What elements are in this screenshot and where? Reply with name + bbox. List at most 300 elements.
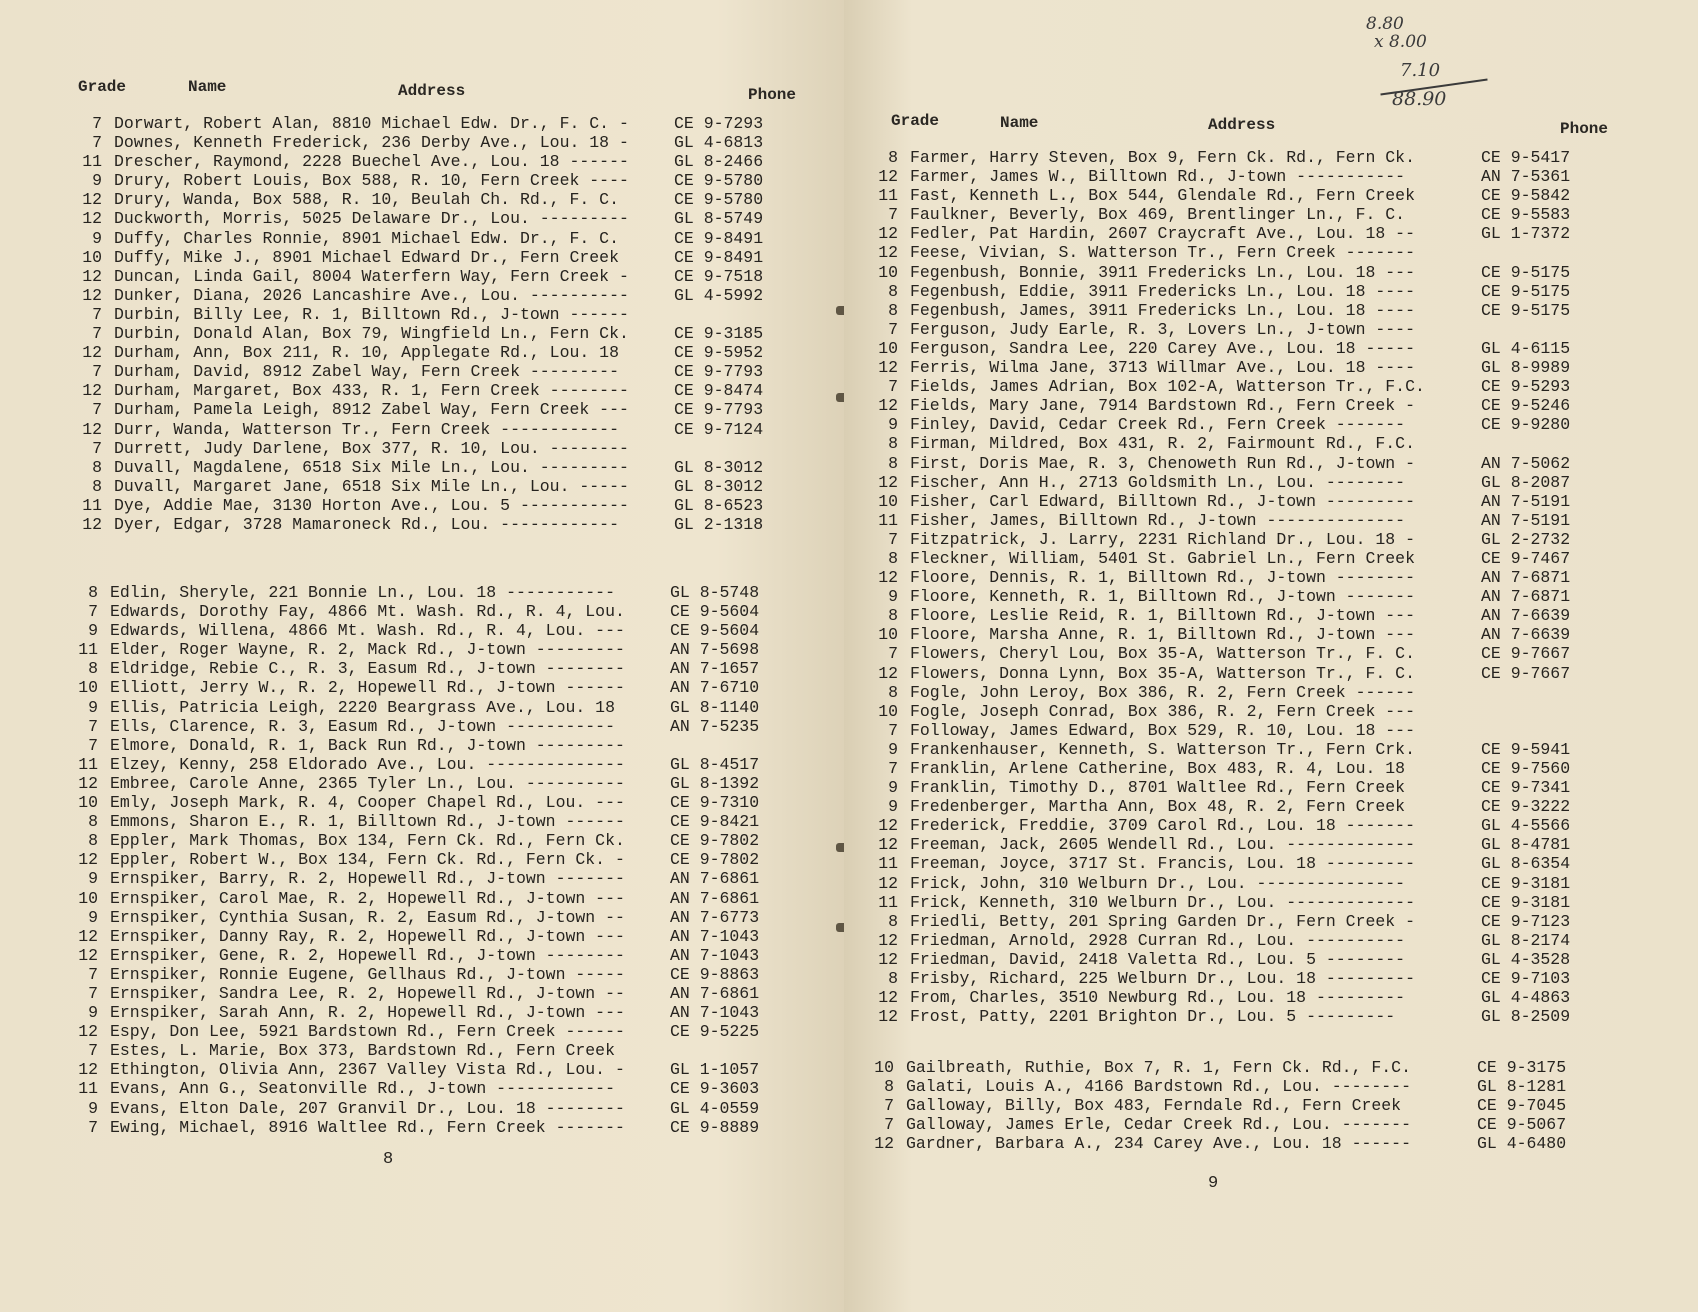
- student-grade: 7: [888, 529, 898, 549]
- header-address: Address: [398, 82, 466, 100]
- student-phone: CE 9-3603: [670, 1079, 760, 1099]
- page-number: 8: [383, 1150, 394, 1169]
- student-entry: Friedli, Betty, 201 Spring Garden Dr., Fern Creek -: [910, 911, 1415, 931]
- student-phone: CE 9-7793: [674, 400, 764, 420]
- student-phone: GL 2-1318: [674, 514, 764, 534]
- student-grade: 7: [92, 438, 102, 458]
- student-entry: Drury, Robert Louis, Box 588, R. 10, Fern Creek ----: [114, 171, 629, 191]
- student-entry: Embree, Carole Anne, 2365 Tyler Ln., Lou. ----------: [110, 773, 625, 793]
- student-grade: 9: [88, 697, 98, 717]
- student-grade: 7: [88, 983, 98, 1003]
- student-entry: Ernspiker, Gene, R. 2, Hopewell Rd., J-town --------: [110, 945, 625, 965]
- student-entry: Duffy, Charles Ronnie, 8901 Michael Edw. Dr., F. C.: [114, 228, 619, 248]
- student-entry: Fegenbush, Bonnie, 3911 Fredericks Ln., Lou. 18 ---: [910, 262, 1415, 282]
- student-entry: Gardner, Barbara A., 234 Carey Ave., Lou. 18 ------: [906, 1134, 1411, 1154]
- student-entry: Edlin, Sheryle, 221 Bonnie Ln., Lou. 18 -----------: [110, 583, 615, 602]
- student-phone: GL 8-9989: [1481, 358, 1571, 378]
- student-grade: 11: [878, 854, 898, 874]
- student-phone: CE 9-7310: [670, 793, 760, 813]
- student-entry: Eldridge, Rebie C., R. 3, Easum Rd., J-town --------: [110, 659, 625, 679]
- student-entry: Durham, Pamela Leigh, 8912 Zabel Way, Fern Creek ---: [114, 400, 629, 420]
- student-entry: Espy, Don Lee, 5921 Bardstown Rd., Fern Creek ------: [110, 1022, 625, 1042]
- student-grade: 7: [888, 644, 898, 664]
- student-phone: CE 9-7103: [1481, 969, 1571, 989]
- student-entry: Ernspiker, Ronnie Eugene, Gellhaus Rd., J-town -----: [110, 964, 625, 984]
- handwritten-note-total: 88.90: [1392, 88, 1447, 110]
- student-phone: GL 8-3012: [674, 476, 764, 496]
- student-grade: 12: [878, 167, 898, 187]
- student-grade: 12: [82, 190, 102, 210]
- student-grade: 8: [92, 457, 102, 477]
- student-grade: 12: [78, 945, 98, 965]
- student-entry: Fredenberger, Martha Ann, Box 48, R. 2, Fern Creek: [910, 797, 1406, 817]
- student-entry: Elder, Roger Wayne, R. 2, Mack Rd., J-town ---------: [110, 640, 625, 660]
- student-grade: 12: [878, 224, 898, 244]
- student-entry: Floore, Kenneth, R. 1, Billtown Rd., J-town -------: [910, 587, 1415, 607]
- student-entry: Galati, Louis A., 4166 Bardstown Rd., Lou. --------: [906, 1077, 1411, 1097]
- student-phone: CE 9-7560: [1481, 759, 1571, 778]
- student-entry: Ernspiker, Sandra Lee, R. 2, Hopewell Rd., J-town --: [110, 983, 625, 1003]
- student-entry: Elliott, Jerry W., R. 2, Hopewell Rd., J-town ------: [110, 678, 625, 698]
- student-phone: CE 9-7802: [670, 831, 760, 851]
- student-grade: 12: [878, 396, 898, 416]
- student-phone: GL 1-7372: [1481, 224, 1571, 244]
- header-name: Name: [188, 78, 227, 96]
- student-phone: GL 4-6115: [1481, 338, 1571, 358]
- student-grade: 8: [88, 831, 98, 851]
- student-entry: Farmer, Harry Steven, Box 9, Fern Ck. Rd., Fern Ck.: [910, 148, 1415, 167]
- student-entry: Durham, David, 8912 Zabel Way, Fern Creek ---------: [114, 362, 619, 382]
- student-entry: Duncan, Linda Gail, 8004 Waterfern Way, Fern Creek -: [114, 266, 629, 286]
- student-entry: Edwards, Willena, 4866 Mt. Wash. Rd., R. 4, Lou. ---: [110, 621, 625, 641]
- student-entry: Dye, Addie Mae, 3130 Horton Ave., Lou. 5 -----------: [114, 495, 629, 515]
- student-entry: Fedler, Pat Hardin, 2607 Craycraft Ave., Lou. 18 --: [910, 224, 1415, 244]
- student-phone: AN 7-5235: [670, 716, 760, 736]
- student-entry: Drescher, Raymond, 2228 Buechel Ave., Lou. 18 ------: [114, 152, 629, 172]
- student-grade: 7: [92, 114, 102, 133]
- student-phone: CE 9-5175: [1481, 262, 1571, 282]
- student-grade: 8: [888, 548, 898, 568]
- student-phone: GL 8-5749: [674, 209, 764, 229]
- student-grade: 12: [878, 988, 898, 1008]
- page-number: 9: [1208, 1174, 1219, 1193]
- student-entry: Durrett, Judy Darlene, Box 377, R. 10, Lou. --------: [114, 438, 629, 458]
- student-grade: 12: [82, 343, 102, 363]
- student-phone: CE 9-7667: [1481, 644, 1571, 664]
- student-phone: CE 9-5175: [1481, 281, 1571, 301]
- student-grade: 12: [82, 266, 102, 286]
- student-entry: Evans, Ann G., Seatonville Rd., J-town ------------: [110, 1079, 615, 1099]
- student-entry: Eppler, Mark Thomas, Box 134, Fern Ck. Rd., Fern Ck.: [110, 831, 625, 851]
- student-entry: Emmons, Sharon E., R. 1, Billtown Rd., J-town ------: [110, 812, 625, 832]
- student-phone: CE 9-7124: [674, 419, 764, 439]
- student-grade: 11: [878, 186, 898, 206]
- student-grade: 8: [888, 434, 898, 454]
- student-phone: AN 7-1043: [670, 945, 760, 965]
- student-phone: GL 8-4781: [1481, 835, 1571, 855]
- student-grade: 10: [78, 793, 98, 813]
- student-grade: 8: [888, 969, 898, 989]
- student-entry: Edwards, Dorothy Fay, 4866 Mt. Wash. Rd., R. 4, Lou.: [110, 602, 625, 622]
- header-phone: Phone: [748, 86, 797, 104]
- header-phone: Phone: [1560, 120, 1609, 138]
- student-entry: Ethington, Olivia Ann, 2367 Valley Vista Rd., Lou. -: [110, 1060, 625, 1080]
- student-phone: AN 7-6861: [670, 983, 760, 1003]
- student-phone: CE 9-5225: [670, 1022, 760, 1042]
- student-phone: GL 8-6354: [1481, 854, 1571, 874]
- student-entry: Galloway, James Erle, Cedar Creek Rd., Lou. -------: [906, 1115, 1411, 1135]
- student-grade: 12: [878, 358, 898, 378]
- student-phone: CE 9-5780: [674, 171, 764, 191]
- student-phone: CE 9-8863: [670, 964, 760, 984]
- student-grade: 7: [888, 205, 898, 225]
- student-entry: Frisby, Richard, 225 Welburn Dr., Lou. 18 ---------: [910, 969, 1415, 989]
- student-entry: Freeman, Jack, 2605 Wendell Rd., Lou. -------------: [910, 835, 1415, 855]
- student-phone: GL 4-0559: [670, 1098, 760, 1118]
- student-entry: Fitzpatrick, J. Larry, 2231 Richland Dr., Lou. 18 -: [910, 529, 1415, 549]
- student-entry: Estes, L. Marie, Box 373, Bardstown Rd., Fern Creek: [110, 1041, 615, 1061]
- student-grade: 12: [878, 949, 898, 969]
- student-grade: 12: [878, 568, 898, 588]
- student-entry: Fogle, John Leroy, Box 386, R. 2, Fern Creek ------: [910, 682, 1415, 702]
- student-entry: Ellis, Patricia Leigh, 2220 Beargrass Ave., Lou. 18: [110, 697, 615, 717]
- student-grade: 7: [888, 759, 898, 778]
- student-phone: CE 9-5175: [1481, 300, 1571, 320]
- student-phone: CE 9-5780: [674, 190, 764, 210]
- student-entry: Finley, David, Cedar Creek Rd., Fern Creek -------: [910, 415, 1406, 435]
- student-grade: 8: [888, 148, 898, 167]
- student-grade: 9: [888, 778, 898, 798]
- student-grade: 8: [888, 281, 898, 301]
- student-entry: Floore, Marsha Anne, R. 1, Billtown Rd., J-town ---: [910, 625, 1415, 645]
- student-phone: AN 7-6710: [670, 678, 760, 698]
- student-phone: CE 9-7341: [1481, 778, 1571, 798]
- student-grade: 8: [888, 300, 898, 320]
- student-phone: CE 9-3222: [1481, 797, 1571, 817]
- student-entry: Friedman, Arnold, 2928 Curran Rd., Lou. ----------: [910, 930, 1406, 950]
- student-entry: Downes, Kenneth Frederick, 236 Derby Ave., Lou. 18 -: [114, 133, 629, 153]
- student-entry: Fegenbush, Eddie, 3911 Fredericks Ln., Lou. 18 ----: [910, 281, 1415, 301]
- student-phone: GL 8-5748: [670, 583, 760, 602]
- student-grade: 8: [88, 659, 98, 679]
- student-phone: CE 9-5293: [1481, 377, 1571, 397]
- student-entry: Ernspiker, Danny Ray, R. 2, Hopewell Rd., J-town ---: [110, 926, 625, 946]
- student-entry: Duvall, Margaret Jane, 6518 Six Mile Ln., Lou. -----: [114, 476, 629, 496]
- student-phone: CE 9-8474: [674, 381, 764, 401]
- student-phone: GL 4-6813: [674, 133, 764, 153]
- student-entry: Duffy, Mike J., 8901 Michael Edward Dr., Fern Creek: [114, 247, 619, 267]
- handwritten-note-line3: 7.10: [1400, 60, 1441, 81]
- student-phone: GL 2-2732: [1481, 529, 1571, 549]
- student-grade: 10: [874, 1058, 894, 1077]
- student-grade: 9: [92, 228, 102, 248]
- student-grade: 11: [878, 510, 898, 530]
- student-grade: 11: [78, 754, 98, 774]
- student-phone: CE 9-7793: [674, 362, 764, 382]
- header-grade: Grade: [891, 112, 940, 130]
- header-grade: Grade: [78, 78, 127, 96]
- student-grade: 7: [88, 1041, 98, 1061]
- student-entry: Durbin, Donald Alan, Box 79, Wingfield Ln., Fern Ck.: [114, 324, 629, 344]
- student-phone: CE 9-3181: [1481, 873, 1571, 893]
- student-phone: AN 7-1657: [670, 659, 760, 679]
- student-phone: CE 9-5604: [670, 621, 760, 641]
- student-phone: AN 7-5062: [1481, 453, 1571, 473]
- student-phone: CE 9-8491: [674, 228, 764, 248]
- student-phone: GL 8-6523: [674, 495, 764, 515]
- header-address: Address: [1208, 116, 1276, 134]
- student-phone: CE 9-7667: [1481, 663, 1571, 683]
- student-entry: Evans, Elton Dale, 207 Granvil Dr., Lou. 18 --------: [110, 1098, 625, 1118]
- student-grade: 9: [88, 907, 98, 927]
- student-phone: AN 7-1043: [670, 1003, 760, 1023]
- student-grade: 7: [92, 133, 102, 153]
- student-phone: CE 9-5246: [1481, 396, 1571, 416]
- student-entry: Dunker, Diana, 2026 Lancashire Ave., Lou. ----------: [114, 285, 629, 305]
- student-grade: 12: [78, 850, 98, 870]
- student-grade: 12: [82, 514, 102, 534]
- student-grade: 9: [88, 869, 98, 889]
- student-entry: Ernspiker, Carol Mae, R. 2, Hopewell Rd., J-town ---: [110, 888, 625, 908]
- student-phone: CE 9-9280: [1481, 415, 1571, 435]
- student-grade: 12: [78, 773, 98, 793]
- student-grade: 12: [878, 930, 898, 950]
- student-grade: 9: [88, 1098, 98, 1118]
- student-phone: CE 9-7293: [674, 114, 764, 133]
- student-grade: 12: [78, 926, 98, 946]
- student-phone: CE 9-7802: [670, 850, 760, 870]
- student-entry: Flowers, Cheryl Lou, Box 35-A, Watterson Tr., F. C.: [910, 644, 1415, 664]
- student-entry: Frick, John, 310 Welburn Dr., Lou. ---------------: [910, 873, 1406, 893]
- student-phone: GL 8-2466: [674, 152, 764, 172]
- student-phone: GL 8-3012: [674, 457, 764, 477]
- student-grade: 9: [888, 587, 898, 607]
- student-phone: AN 7-1043: [670, 926, 760, 946]
- student-entry: Friedman, David, 2418 Valetta Rd., Lou. 5 --------: [910, 949, 1406, 969]
- student-entry: Durham, Margaret, Box 433, R. 1, Fern Creek --------: [114, 381, 629, 401]
- student-entry: Durr, Wanda, Watterson Tr., Fern Creek ------------: [114, 419, 619, 439]
- student-entry: Fischer, Ann H., 2713 Goldsmith Ln., Lou. --------: [910, 472, 1406, 492]
- student-phone: CE 9-3175: [1477, 1058, 1567, 1077]
- student-entry: Fisher, Carl Edward, Billtown Rd., J-town ---------: [910, 491, 1415, 511]
- student-phone: GL 4-4863: [1481, 988, 1571, 1008]
- student-phone: CE 9-5842: [1481, 186, 1571, 206]
- student-grade: 12: [82, 209, 102, 229]
- student-grade: 12: [878, 835, 898, 855]
- student-entry: Duckworth, Morris, 5025 Delaware Dr., Lou. ---------: [114, 209, 629, 229]
- handwritten-note-line1: 8.80: [1366, 14, 1404, 34]
- student-entry: Frederick, Freddie, 3709 Carol Rd., Lou. 18 -------: [910, 816, 1415, 836]
- student-entry: Dyer, Edgar, 3728 Mamaroneck Rd., Lou. ------------: [114, 514, 619, 534]
- student-grade: 12: [878, 816, 898, 836]
- student-phone: GL 1-1057: [670, 1060, 760, 1080]
- student-entry: Franklin, Arlene Catherine, Box 483, R. 4, Lou. 18: [910, 759, 1406, 778]
- student-entry: Flowers, Donna Lynn, Box 35-A, Watterson Tr., F. C.: [910, 663, 1415, 683]
- student-grade: 10: [878, 262, 898, 282]
- student-grade: 12: [874, 1134, 894, 1154]
- student-entry: Ferguson, Judy Earle, R. 3, Lovers Ln., J-town ----: [910, 319, 1415, 339]
- left-page: [0, 0, 845, 1312]
- student-phone: CE 9-8491: [674, 247, 764, 267]
- student-entry: Freeman, Joyce, 3717 St. Francis, Lou. 18 ---------: [910, 854, 1415, 874]
- student-grade: 11: [78, 1079, 98, 1099]
- student-entry: Fleckner, William, 5401 St. Gabriel Ln., Fern Creek: [910, 548, 1415, 568]
- student-grade: 7: [884, 1115, 894, 1135]
- right-page: [844, 0, 1698, 1312]
- student-entry: Ernspiker, Sarah Ann, R. 2, Hopewell Rd., J-town ---: [110, 1003, 625, 1023]
- student-grade: 8: [88, 812, 98, 832]
- student-grade: 9: [888, 415, 898, 435]
- student-grade: 9: [888, 739, 898, 759]
- student-phone: AN 7-6861: [670, 888, 760, 908]
- student-phone: GL 8-1281: [1477, 1077, 1567, 1097]
- student-phone: GL 4-5992: [674, 285, 764, 305]
- student-phone: CE 9-3185: [674, 324, 764, 344]
- student-grade: 12: [82, 419, 102, 439]
- student-grade: 12: [78, 1060, 98, 1080]
- student-phone: AN 7-5361: [1481, 167, 1571, 187]
- student-grade: 7: [888, 319, 898, 339]
- student-phone: AN 7-5191: [1481, 510, 1571, 530]
- student-entry: Galloway, Billy, Box 483, Ferndale Rd., Fern Creek: [906, 1096, 1402, 1116]
- student-grade: 12: [878, 243, 898, 263]
- student-grade: 7: [88, 964, 98, 984]
- student-phone: CE 9-3181: [1481, 892, 1571, 912]
- student-entry: Fast, Kenneth L., Box 544, Glendale Rd., Fern Creek: [910, 186, 1415, 206]
- student-phone: AN 7-6861: [670, 869, 760, 889]
- student-phone: CE 9-7467: [1481, 548, 1571, 568]
- student-phone: AN 7-6639: [1481, 625, 1571, 645]
- student-grade: 9: [92, 171, 102, 191]
- student-entry: Fisher, James, Billtown Rd., J-town --------------: [910, 510, 1406, 530]
- student-phone: GL 8-2174: [1481, 930, 1571, 950]
- handwritten-note-line2: x 8.00: [1374, 32, 1427, 52]
- student-entry: Feese, Vivian, S. Watterson Tr., Fern Creek -------: [910, 243, 1415, 263]
- student-phone: CE 9-7045: [1477, 1096, 1567, 1116]
- student-phone: CE 9-5417: [1481, 148, 1571, 167]
- student-entry: Firman, Mildred, Box 431, R. 2, Fairmount Rd., F.C.: [910, 434, 1415, 454]
- student-grade: 8: [888, 682, 898, 702]
- student-grade: 11: [82, 495, 102, 515]
- student-phone: GL 4-6480: [1477, 1134, 1567, 1154]
- student-grade: 12: [878, 472, 898, 492]
- student-grade: 11: [82, 152, 102, 172]
- student-grade: 8: [884, 1077, 894, 1097]
- student-grade: 12: [878, 873, 898, 893]
- student-entry: Ferris, Wilma Jane, 3713 Willmar Ave., Lou. 18 ----: [910, 358, 1415, 378]
- student-entry: Ells, Clarence, R. 3, Easum Rd., J-town -----------: [110, 716, 615, 736]
- student-entry: Franklin, Timothy D., 8701 Waltlee Rd., Fern Creek: [910, 778, 1406, 798]
- student-grade: 10: [878, 338, 898, 358]
- student-phone: CE 9-5583: [1481, 205, 1571, 225]
- student-entry: First, Doris Mae, R. 3, Chenoweth Run Rd., J-town -: [910, 453, 1415, 473]
- student-phone: CE 9-8421: [670, 812, 760, 832]
- student-entry: From, Charles, 3510 Newburg Rd., Lou. 18 ---------: [910, 988, 1406, 1008]
- student-grade: 10: [878, 625, 898, 645]
- student-entry: Elmore, Donald, R. 1, Back Run Rd., J-town ---------: [110, 735, 625, 755]
- student-phone: GL 8-2087: [1481, 472, 1571, 492]
- student-phone: AN 7-5698: [670, 640, 760, 660]
- student-grade: 7: [92, 362, 102, 382]
- student-phone: CE 9-5941: [1481, 739, 1571, 759]
- student-grade: 12: [78, 1022, 98, 1042]
- student-entry: Fields, James Adrian, Box 102-A, Watterson Tr., F.C.: [910, 377, 1425, 397]
- student-grade: 9: [888, 797, 898, 817]
- student-grade: 11: [78, 640, 98, 660]
- student-grade: 7: [88, 1117, 98, 1137]
- student-entry: Gailbreath, Ruthie, Box 7, R. 1, Fern Ck. Rd., F.C.: [906, 1058, 1411, 1077]
- student-grade: 9: [88, 1003, 98, 1023]
- student-grade: 7: [92, 324, 102, 344]
- student-entry: Elzey, Kenny, 258 Eldorado Ave., Lou. --------------: [110, 754, 625, 774]
- student-phone: GL 4-3528: [1481, 949, 1571, 969]
- student-phone: GL 8-1140: [670, 697, 760, 717]
- student-grade: 12: [878, 663, 898, 683]
- student-grade: 12: [82, 285, 102, 305]
- student-phone: CE 9-7123: [1481, 911, 1571, 931]
- student-phone: GL 4-5566: [1481, 816, 1571, 836]
- student-grade: 7: [88, 735, 98, 755]
- student-entry: Emly, Joseph Mark, R. 4, Cooper Chapel Rd., Lou. ---: [110, 793, 625, 813]
- student-entry: Fegenbush, James, 3911 Fredericks Ln., Lou. 18 ----: [910, 300, 1415, 320]
- student-grade: 7: [92, 400, 102, 420]
- student-grade: 7: [92, 304, 102, 324]
- student-grade: 7: [88, 716, 98, 736]
- student-phone: CE 9-8889: [670, 1117, 760, 1137]
- student-grade: 10: [78, 678, 98, 698]
- student-grade: 12: [82, 381, 102, 401]
- student-phone: GL 8-4517: [670, 754, 760, 774]
- student-phone: CE 9-5604: [670, 602, 760, 622]
- student-phone: AN 7-6639: [1481, 606, 1571, 626]
- student-entry: Followay, James Edward, Box 529, R. 10, Lou. 18 ---: [910, 720, 1415, 740]
- student-entry: Floore, Leslie Reid, R. 1, Billtown Rd., J-town ---: [910, 606, 1415, 626]
- student-entry: Farmer, James W., Billtown Rd., J-town -----------: [910, 167, 1406, 187]
- student-grade: 8: [888, 453, 898, 473]
- student-grade: 7: [888, 377, 898, 397]
- student-entry: Frankenhauser, Kenneth, S. Watterson Tr., Fern Crk.: [910, 739, 1415, 759]
- student-entry: Ferguson, Sandra Lee, 220 Carey Ave., Lou. 18 -----: [910, 338, 1415, 358]
- student-grade: 12: [878, 1007, 898, 1027]
- student-phone: CE 9-7518: [674, 266, 764, 286]
- student-grade: 11: [878, 892, 898, 912]
- student-phone: AN 7-5191: [1481, 491, 1571, 511]
- student-entry: Fogle, Joseph Conrad, Box 386, R. 2, Fern Creek ---: [910, 701, 1415, 721]
- student-grade: 7: [884, 1096, 894, 1116]
- student-grade: 10: [82, 247, 102, 267]
- student-grade: 7: [888, 720, 898, 740]
- student-entry: Frost, Patty, 2201 Brighton Dr., Lou. 5 ---------: [910, 1007, 1396, 1027]
- student-phone: GL 8-2509: [1481, 1007, 1571, 1027]
- student-grade: 8: [888, 911, 898, 931]
- student-grade: 10: [78, 888, 98, 908]
- student-entry: Ernspiker, Barry, R. 2, Hopewell Rd., J-town -------: [110, 869, 625, 889]
- student-entry: Ewing, Michael, 8916 Waltlee Rd., Fern Creek -------: [110, 1117, 625, 1137]
- student-phone: CE 9-5067: [1477, 1115, 1567, 1135]
- header-name: Name: [1000, 114, 1039, 132]
- student-phone: AN 7-6871: [1481, 568, 1571, 588]
- student-entry: Faulkner, Beverly, Box 469, Brentlinger Ln., F. C.: [910, 205, 1406, 225]
- student-grade: 10: [878, 491, 898, 511]
- student-entry: Durbin, Billy Lee, R. 1, Billtown Rd., J-town ------: [114, 304, 629, 324]
- student-grade: 10: [878, 701, 898, 721]
- student-grade: 8: [888, 606, 898, 626]
- student-grade: 8: [88, 583, 98, 602]
- student-grade: 7: [88, 602, 98, 622]
- student-phone: CE 9-5952: [674, 343, 764, 363]
- student-grade: 8: [92, 476, 102, 496]
- student-grade: 9: [88, 621, 98, 641]
